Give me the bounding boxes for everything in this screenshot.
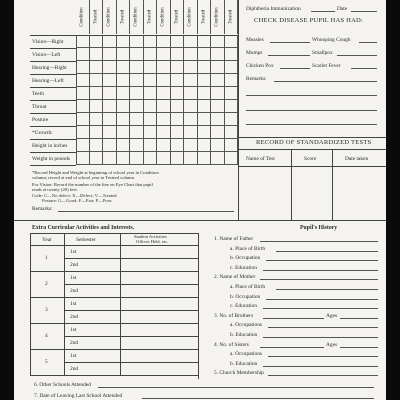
health-row-label: Height in inches [32,143,68,149]
note-3: For Vision: Record the number of the line on Eye Chart that pupil [32,182,153,187]
column-header-condition [76,0,90,34]
ages-label: Ages [326,341,338,348]
grid-cell[interactable] [211,100,225,113]
grid-cell[interactable] [103,87,117,100]
grid-cell[interactable] [198,61,212,74]
grid-cell[interactable] [171,48,185,61]
history-item: 1. Name of Father [214,236,254,242]
grid-cell[interactable] [225,48,239,61]
grid-cell[interactable] [211,74,225,87]
grid-cell[interactable] [76,87,90,100]
grid-cell[interactable] [90,152,104,165]
note-6: Posture: G—Good; F—Fair; P—Poor. [42,198,113,203]
grid-cell[interactable] [157,113,171,126]
grid-cell[interactable] [90,74,104,87]
grid-cell[interactable] [157,100,171,113]
grid-cell[interactable] [90,61,104,74]
history-subitem: c. Education [230,303,257,310]
notes-remarks-label: Remarks: [32,206,53,212]
ages-label: Ages [326,312,338,319]
health-row-label: Throat [32,104,47,110]
semester-label: 2nd [70,314,79,320]
grid-cell[interactable] [117,48,131,61]
grid-cell[interactable] [171,35,185,48]
grid-cell[interactable] [117,87,131,100]
column-header-condition [211,0,225,34]
semester-label: 2nd [70,340,79,346]
grid-cell[interactable] [103,61,117,74]
grid-cell[interactable] [184,100,198,113]
grid-cell[interactable] [144,139,158,152]
grid-cell[interactable] [184,87,198,100]
grid-cell[interactable] [171,74,185,87]
col-semester-header: Semester [76,237,96,243]
history-subitem: a. Place of Birth [230,284,266,290]
grid-cell[interactable] [157,152,171,165]
grid-cell[interactable] [117,61,131,74]
grid-cell[interactable] [157,35,171,48]
grid-cell[interactable] [211,126,225,139]
history-item: 3. No. of Brothers [214,312,254,319]
column-header-text: Treated [120,9,126,25]
grid-cell[interactable] [144,87,158,100]
history-subitem: a. Occupations [230,351,263,358]
activity-cell[interactable] [120,271,198,284]
grid-cell[interactable] [130,113,144,126]
grid-cell[interactable] [103,126,117,139]
grid-cell[interactable] [211,35,225,48]
health-record-form [14,0,386,400]
col-activities-header-2: Offices Held, etc. [136,239,169,244]
grid-cell[interactable] [103,100,117,113]
history-subitem: b. Occupation [230,255,261,262]
test-col-name: Name of Test [246,156,275,162]
grid-cell[interactable] [130,139,144,152]
grid-cell[interactable] [171,100,185,113]
column-header-condition [184,0,198,34]
test-col-score: Score [304,156,317,162]
grid-cell[interactable] [157,139,171,152]
health-row-label: Teeth [32,91,44,97]
activity-cell[interactable] [120,297,198,310]
pupils-history-title: Pupil's History [300,225,338,231]
column-header-text: Condition [214,7,220,27]
year-number: 3 [45,307,48,313]
grid-cell[interactable] [184,35,198,48]
year-number: 4 [45,333,48,339]
grid-cell[interactable] [103,74,117,87]
grid-cell[interactable] [225,35,239,48]
mumps-label: Mumps [246,50,263,56]
grid-cell[interactable] [90,126,104,139]
column-header-condition [130,0,144,34]
standardized-tests-title: RECORD OF STANDARDIZED TESTS [256,139,372,146]
grid-cell[interactable] [225,126,239,139]
grid-cell[interactable] [198,87,212,100]
grid-cell[interactable] [117,152,131,165]
grid-cell[interactable] [198,139,212,152]
test-col-date: Date taken [345,156,369,162]
column-header-treated [144,0,158,34]
note-4: reads at twenty (20) feet. [32,187,78,192]
note-1: *Record Height and Weight at beginning of school year in Condition [32,170,159,175]
grid-cell[interactable] [198,152,212,165]
grid-cell[interactable] [144,61,158,74]
health-row-label: Weight in pounds [32,156,70,162]
grid-cell[interactable] [76,74,90,87]
grid-cell[interactable] [225,87,239,100]
grid-cell[interactable] [130,35,144,48]
history-subitem: b. Education [230,360,258,367]
health-row-label: Vision—Left [32,52,61,58]
history-subitem: a. Occupations [230,322,263,329]
grid-cell[interactable] [144,48,158,61]
note-2: column; record at end of school year in Treated column. [32,175,136,180]
grid-cell[interactable] [76,61,90,74]
grid-cell[interactable] [130,126,144,139]
grid-cell[interactable] [171,139,185,152]
chicken-pox-label: Chicken Pox [246,63,274,69]
grid-cell[interactable] [225,74,239,87]
grid-cell[interactable] [76,126,90,139]
activity-cell[interactable] [120,349,198,362]
grid-cell[interactable] [211,48,225,61]
health-check-grid [76,35,238,165]
grid-cell[interactable] [225,61,239,74]
grid-cell[interactable] [211,61,225,74]
grid-cell[interactable] [90,113,104,126]
grid-cell[interactable] [171,126,185,139]
grid-cell[interactable] [117,100,131,113]
grid-cell[interactable] [130,87,144,100]
health-row-labels [14,35,76,165]
grid-cell[interactable] [144,100,158,113]
grid-cell[interactable] [211,152,225,165]
grid-cell[interactable] [184,61,198,74]
grid-cell[interactable] [184,139,198,152]
column-header-text: Treated [93,9,99,25]
grid-cell[interactable] [144,126,158,139]
column-header-text: Condition [106,7,112,27]
grid-cell[interactable] [144,113,158,126]
column-header-text: Condition [187,7,193,27]
grid-cell[interactable] [76,35,90,48]
activity-cell[interactable] [120,323,198,336]
column-header-text: Condition [160,7,166,27]
grid-cell[interactable] [184,48,198,61]
semester-label: 1st [70,275,77,281]
diphtheria-date-label: Date [337,6,348,12]
health-row-label: Hearing—Left [32,78,64,84]
column-header-treated [90,0,104,34]
grid-cell[interactable] [90,35,104,48]
health-row-label: Hearing—Right [32,65,67,71]
grid-cell[interactable] [130,152,144,165]
column-header-treated [171,0,185,34]
grid-cell[interactable] [117,113,131,126]
grid-cell[interactable] [130,48,144,61]
grid-cell[interactable] [117,35,131,48]
grid-cell[interactable] [103,152,117,165]
history-subitem: a. Place of Birth [230,245,266,252]
extra-curricular-title: Extra Curricular Activities and Interests. [32,225,135,231]
activity-cell[interactable] [120,310,198,323]
grid-cell[interactable] [184,126,198,139]
grid-cell[interactable] [76,48,90,61]
other-schools-label: 6. Other Schools Attended [34,382,91,388]
condition-treated-headers [76,0,238,35]
note-5: Code: C—No defect; X—Defect; V—Treated. [32,193,118,198]
diphtheria-label: Diphtheria Immunization [246,6,301,12]
health-row-label: Posture [32,117,49,123]
grid-cell[interactable] [130,100,144,113]
semester-label: 2nd [70,262,79,268]
grid-cell[interactable] [171,61,185,74]
activity-cell[interactable] [120,362,198,375]
column-header-text: Treated [228,9,234,25]
grid-cell[interactable] [103,48,117,61]
grid-cell[interactable] [225,113,239,126]
column-header-text: Condition [133,7,139,27]
grid-cell[interactable] [184,152,198,165]
grid-cell[interactable] [198,35,212,48]
history-subitem: b. Occupation [230,293,261,300]
grid-cell[interactable] [117,126,131,139]
year-number: 2 [45,281,48,287]
grid-cell[interactable] [211,113,225,126]
semester-label: 2nd [70,366,79,372]
activity-cell[interactable] [120,336,198,349]
grid-cell[interactable] [103,35,117,48]
grid-cell[interactable] [157,61,171,74]
grid-cell[interactable] [144,74,158,87]
grid-cell[interactable] [76,100,90,113]
semester-label: 1st [70,249,77,255]
column-header-treated [117,0,131,34]
history-subitem: c. Education [230,264,257,271]
grid-cell[interactable] [171,87,185,100]
grid-cell[interactable] [171,152,185,165]
grid-cell[interactable] [117,139,131,152]
check-disease-title: CHECK DISEASE PUPIL HAS HAD: [254,17,364,24]
pupils-history-list [200,236,386,381]
column-header-treated [198,0,212,34]
grid-cell[interactable] [90,48,104,61]
grid-cell[interactable] [117,74,131,87]
col-year-header: Year [42,237,52,243]
grid-cell[interactable] [103,113,117,126]
grid-cell[interactable] [225,139,239,152]
measles-label: Measles [246,37,264,43]
activity-cell[interactable] [120,284,198,297]
column-header-treated [225,0,239,34]
semester-label: 1st [70,353,77,359]
grid-cell[interactable] [130,61,144,74]
history-subitem: b. Education [230,332,258,338]
grid-cell[interactable] [198,113,212,126]
scarlet-fever-label: Scarlet Fever [312,63,341,69]
semester-label: 2nd [70,288,79,294]
history-item: 5. Church Membership [214,370,264,377]
column-header-text: Condition [79,7,85,27]
whooping-cough-label: Whooping Cough [312,37,351,43]
column-header-text: Treated [201,9,207,25]
grid-cell[interactable] [157,87,171,100]
grid-cell[interactable] [90,139,104,152]
right-remarks-label: Remarks: [246,76,267,82]
semester-label: 1st [70,327,77,333]
column-header-text: Treated [147,9,153,25]
semester-label: 1st [70,301,77,307]
grid-cell[interactable] [144,152,158,165]
grid-cell[interactable] [103,139,117,152]
grid-cell[interactable] [76,152,90,165]
activity-cell[interactable] [120,245,198,258]
grid-cell[interactable] [198,100,212,113]
history-item: 4. No. of Sisters [214,341,249,348]
column-header-condition [157,0,171,34]
grid-cell[interactable] [211,139,225,152]
grid-cell[interactable] [130,74,144,87]
grid-cell[interactable] [157,48,171,61]
col-activities-header-1: Student Activities [134,234,167,239]
year-number: 5 [45,359,48,365]
extra-curricular-table [30,233,198,379]
grid-cell[interactable] [198,126,212,139]
grid-cell[interactable] [184,113,198,126]
health-row-label: Vision—Right [32,39,64,45]
health-row-label: *Growth: [32,130,53,136]
grid-cell[interactable] [184,74,198,87]
grid-cell[interactable] [198,48,212,61]
grid-cell[interactable] [225,152,239,165]
grid-cell[interactable] [90,100,104,113]
grid-cell[interactable] [211,87,225,100]
grid-cell[interactable] [198,74,212,87]
grid-cell[interactable] [76,139,90,152]
grid-cell[interactable] [76,113,90,126]
grid-cell[interactable] [144,35,158,48]
activity-cell[interactable] [120,258,198,271]
grid-cell[interactable] [225,100,239,113]
date-leaving-label: 7. Date of Leaving Last School Attended [34,393,123,399]
grid-cell[interactable] [157,74,171,87]
column-header-text: Treated [174,9,180,25]
year-number: 1 [45,255,48,261]
grid-cell[interactable] [90,87,104,100]
grid-cell[interactable] [171,113,185,126]
column-header-condition [103,0,117,34]
history-item: 2. Name of Mother [214,274,256,281]
smallpox-label: Smallpox [312,50,333,56]
grid-cell[interactable] [157,126,171,139]
